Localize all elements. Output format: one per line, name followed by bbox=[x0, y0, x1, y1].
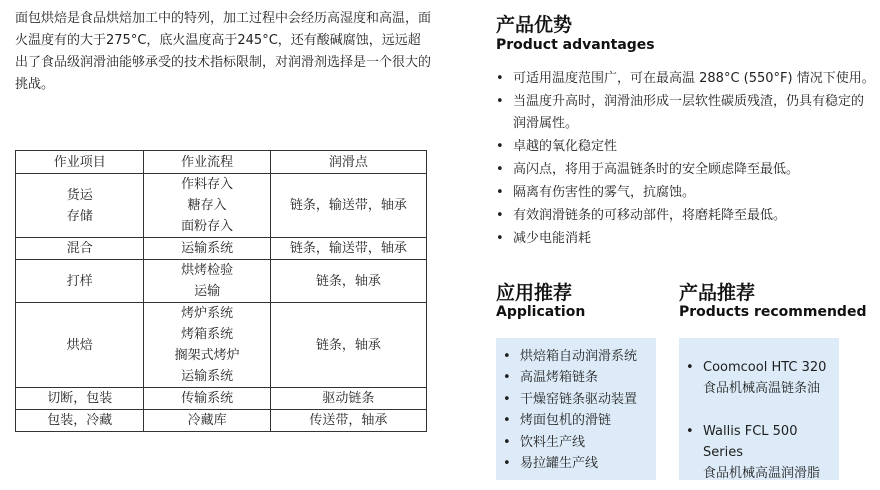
process-line: 冷藏库 bbox=[187, 413, 227, 428]
list-item: • 易拉罐生产线 bbox=[503, 453, 656, 474]
item-line: 切断，包装 bbox=[47, 391, 113, 406]
process-line: 运输系统 bbox=[181, 241, 234, 256]
process-line: 烘烤检验 bbox=[181, 263, 234, 278]
item-line: 打样 bbox=[66, 273, 93, 289]
process-cell bbox=[144, 174, 270, 238]
list-item: • 隔离有伤害性的雾气，抗腐蚀。 bbox=[496, 182, 876, 204]
table-row bbox=[16, 260, 427, 303]
lube-point-cell: 链条，轴承 bbox=[270, 303, 426, 388]
process-line: 运输 bbox=[194, 284, 221, 299]
header-item: 作业项目 bbox=[16, 151, 144, 174]
products-title: 产品推荐 bbox=[679, 282, 756, 304]
application-subtitle: Application bbox=[496, 304, 586, 320]
product-desc: 食品机械高温链条油 bbox=[703, 381, 821, 396]
list-item: • 减少电能消耗 bbox=[496, 228, 876, 250]
table-header-row bbox=[16, 151, 427, 174]
item-line: 存储 bbox=[66, 208, 93, 224]
list-item: • 高温烤箱链条 bbox=[503, 367, 656, 388]
item-cell bbox=[16, 260, 144, 303]
list-item: • 干燥窑链条驱动装置 bbox=[503, 389, 656, 410]
table-row bbox=[16, 410, 427, 432]
list-item: • 高闪点，将用于高温链条时的安全顾虑降至最低。 bbox=[496, 159, 876, 181]
product-name: • Coomcool HTC 320 bbox=[703, 360, 827, 375]
item-line: 烘焙 bbox=[66, 337, 93, 353]
products-box bbox=[679, 338, 839, 480]
header-process: 作业流程 bbox=[144, 151, 270, 174]
product-item bbox=[686, 421, 839, 484]
application-box bbox=[496, 338, 656, 480]
item-line: 货运 bbox=[66, 187, 93, 203]
table-row bbox=[16, 174, 427, 238]
application-list bbox=[496, 338, 656, 474]
table-row bbox=[16, 388, 427, 410]
product-item bbox=[686, 357, 839, 399]
list-item: • 饮料生产线 bbox=[503, 432, 656, 453]
lube-point-cell: 链条，输送带，轴承 bbox=[270, 174, 426, 238]
list-item: • 烤面包机的滑链 bbox=[503, 410, 656, 431]
item-line: 混合 bbox=[66, 241, 93, 256]
process-line: 糖存入 bbox=[187, 198, 227, 213]
intro-paragraph: 面包烘焙是食品烘焙加工中的特列，加工过程中会经历高湿度和高温，面火温度有的大于275°C，底火温度高于245°C，还有酸碱腐蚀，远远超出了食品级润滑油能够承受的技术指标限制，对润滑剂选择是一个很大的挑战。 bbox=[15, 11, 432, 92]
process-cell bbox=[144, 260, 270, 303]
lube-point-cell: 驱动链条 bbox=[270, 388, 426, 410]
lube-point-cell: 传送带，轴承 bbox=[270, 410, 426, 432]
application-title: 应用推荐 bbox=[496, 282, 573, 304]
item-cell bbox=[16, 174, 144, 238]
product-name: • Wallis FCL 500 Series bbox=[703, 424, 798, 460]
process-line: 作料存入 bbox=[181, 177, 234, 192]
process-line: 烤炉系统 bbox=[181, 306, 234, 321]
table-row bbox=[16, 303, 427, 388]
item-cell bbox=[16, 303, 144, 388]
process-line: 搁架式烤炉 bbox=[174, 348, 240, 363]
advantages-subtitle: Product advantages bbox=[496, 37, 655, 53]
lube-point-cell: 链条，输送带，轴承 bbox=[270, 238, 426, 260]
lube-point-cell: 链条，轴承 bbox=[270, 260, 426, 303]
item-line: 包装，冷藏 bbox=[47, 413, 113, 428]
item-cell bbox=[16, 388, 144, 410]
process-cell bbox=[144, 303, 270, 388]
list-item: • 当温度升高时，润滑油形成一层软性碳质残渣，仍具有稳定的润滑属性。 bbox=[496, 91, 876, 135]
list-item: • 可适用温度范围广，可在最高温 288°C (550°F) 情况下使用。 bbox=[496, 68, 876, 90]
products-subtitle: Products recommended bbox=[679, 304, 867, 320]
process-cell bbox=[144, 410, 270, 432]
advantages-title: 产品优势 bbox=[496, 14, 573, 36]
process-line: 烤箱系统 bbox=[181, 327, 234, 342]
item-cell bbox=[16, 238, 144, 260]
list-item: • 烘焙箱自动润滑系统 bbox=[503, 346, 656, 367]
advantages-list bbox=[496, 68, 876, 251]
process-cell bbox=[144, 238, 270, 260]
header-lube-point: 润滑点 bbox=[270, 151, 426, 174]
products-list bbox=[679, 338, 839, 484]
process-line: 传输系统 bbox=[181, 391, 234, 406]
list-item: • 有效润滑链条的可移动部件，将磨耗降至最低。 bbox=[496, 205, 876, 227]
process-line: 面粉存入 bbox=[181, 219, 234, 234]
process-cell bbox=[144, 388, 270, 410]
table-row bbox=[16, 238, 427, 260]
product-desc: 食品机械高温润滑脂 bbox=[703, 466, 821, 481]
list-item: • 卓越的氧化稳定性 bbox=[496, 136, 876, 158]
item-cell bbox=[16, 410, 144, 432]
process-table bbox=[15, 150, 427, 432]
process-line: 运输系统 bbox=[181, 369, 234, 384]
